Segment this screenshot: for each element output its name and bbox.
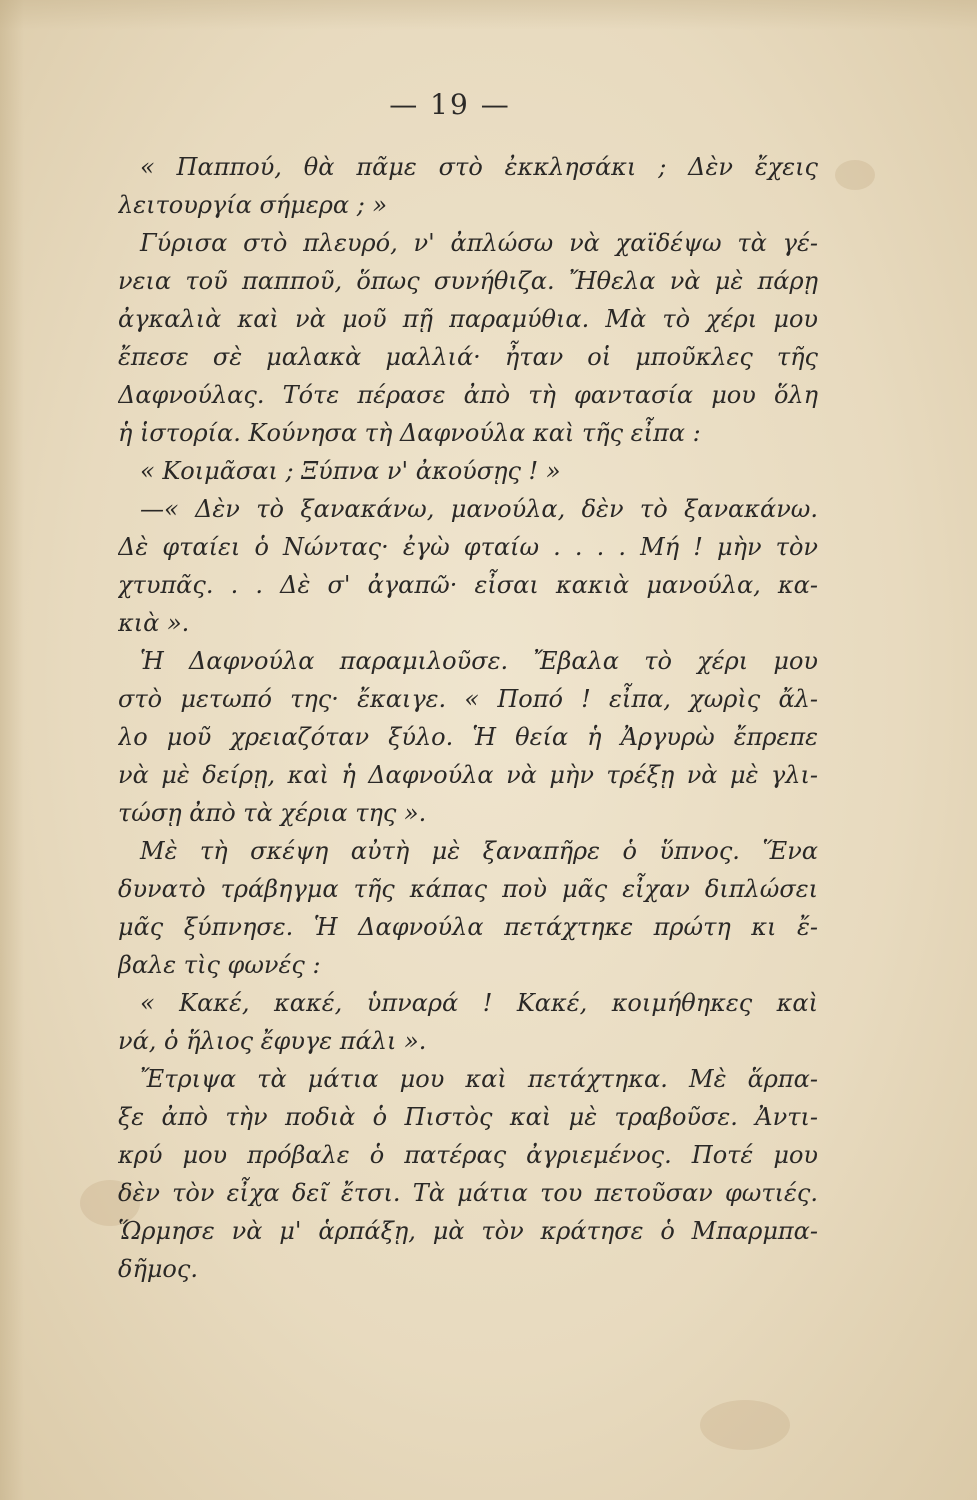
body-text (118, 148, 818, 1288)
text-line: Γύρισα στὸ πλευρό, ν' ἀπλώσω νὰ χαϊδέψω τὰ γέ- (140, 229, 818, 257)
text-line: Ἔτριψα τὰ μάτια μου καὶ πετάχτηκα. Μὲ ἅρπα- (140, 1065, 818, 1093)
text-line: Ἡ Δαφνούλα παραμιλοῦσε. Ἔβαλα τὸ χέρι μου (140, 647, 818, 675)
text-line: « Κακέ, κακέ, ὑπναρά ! Κακέ, κοιμήθηκες καὶ (140, 989, 818, 1017)
text-line: ἀγκαλιὰ καὶ νὰ μοῦ πῇ παραμύθια. Μὰ τὸ χέρι μου (118, 305, 818, 333)
text-line: δὲν τὸν εἶχα δεῖ ἔτσι. Τὰ μάτια του πετοῦσαν φωτιές. (118, 1179, 818, 1207)
text-line: κιὰ ». (118, 609, 190, 637)
text-line: —« Δὲν τὸ ξανακάνω, μανούλα, δὲν τὸ ξανακάνω. (140, 495, 818, 523)
text-line: νὰ μὲ δείρῃ, καὶ ἡ Δαφνούλα νὰ μὴν τρέξῃ νὰ μὲ γλι- (118, 761, 818, 789)
text-line: « Κοιμᾶσαι ; Ξύπνα ν' ἀκούσῃς ! » (140, 457, 561, 485)
text-line: στὸ μετωπό της· ἔκαιγε. « Ποπό ! εἶπα, χωρὶς ἄλ- (118, 685, 818, 713)
text-line: νά, ὁ ἥλιος ἔφυγε πάλι ». (118, 1027, 427, 1055)
text-line: νεια τοῦ παπποῦ, ὅπως συνήθιζα. Ἤθελα νὰ μὲ πάρῃ (118, 267, 818, 295)
paper-stain (835, 160, 875, 190)
page-edge-shadow (0, 0, 24, 1500)
page-number: — 19 — (389, 88, 511, 121)
text-line: Μὲ τὴ σκέψη αὐτὴ μὲ ξαναπῆρε ὁ ὕπνος. Ἕνα (140, 837, 818, 865)
text-line: « Παππού, θὰ πᾶμε στὸ ἐκκλησάκι ; Δὲν ἔχεις (140, 153, 818, 181)
text-line: δῆμος. (118, 1255, 198, 1283)
text-line: λειτουργία σήμερα ; » (118, 191, 388, 219)
text-line: κρύ μου πρόβαλε ὁ πατέρας ἀγριεμένος. Ποτέ μου (118, 1141, 818, 1169)
text-line: χτυπᾶς. . . Δὲ σ' ἀγαπῶ· εἶσαι κακιὰ μανούλα, κα- (118, 571, 818, 599)
text-line: Δαφνούλας. Τότε πέρασε ἀπὸ τὴ φαντασία μου ὅλη (118, 381, 818, 409)
text-line: λο μοῦ χρειαζόταν ξύλο. Ἡ θεία ἡ Ἀργυρὼ ἔπρεπε (118, 723, 818, 751)
text-line: ξε ἀπὸ τὴν ποδιὰ ὁ Πιστὸς καὶ μὲ τραβοῦσε. Ἀντι- (118, 1103, 818, 1131)
text-line: Ὥρμησε νὰ μ' ἁρπάξῃ, μὰ τὸν κράτησε ὁ Μπαρμπα- (118, 1217, 818, 1245)
text-line: δυνατὸ τράβηγμα τῆς κάπας ποὺ μᾶς εἶχαν διπλώσει (118, 875, 818, 903)
text-line: ἔπεσε σὲ μαλακὰ μαλλιά· ἦταν οἱ μποῦκλες τῆς (118, 343, 818, 371)
text-line: ἡ ἱστορία. Κούνησα τὴ Δαφνούλα καὶ τῆς εἶπα : (118, 419, 701, 447)
page-top-shadow (0, 0, 977, 30)
text-line: βαλε τὶς φωνές : (118, 951, 321, 979)
text-line: τώσῃ ἀπὸ τὰ χέρια της ». (118, 799, 427, 827)
paper-stain (700, 1400, 790, 1450)
text-line: Δὲ φταίει ὁ Νώντας· ἐγὼ φταίω . . . . Μή ! μὴν τὸν (118, 533, 818, 561)
text-line: μᾶς ξύπνησε. Ἡ Δαφνούλα πετάχτηκε πρώτη κι ἔ- (118, 913, 818, 941)
